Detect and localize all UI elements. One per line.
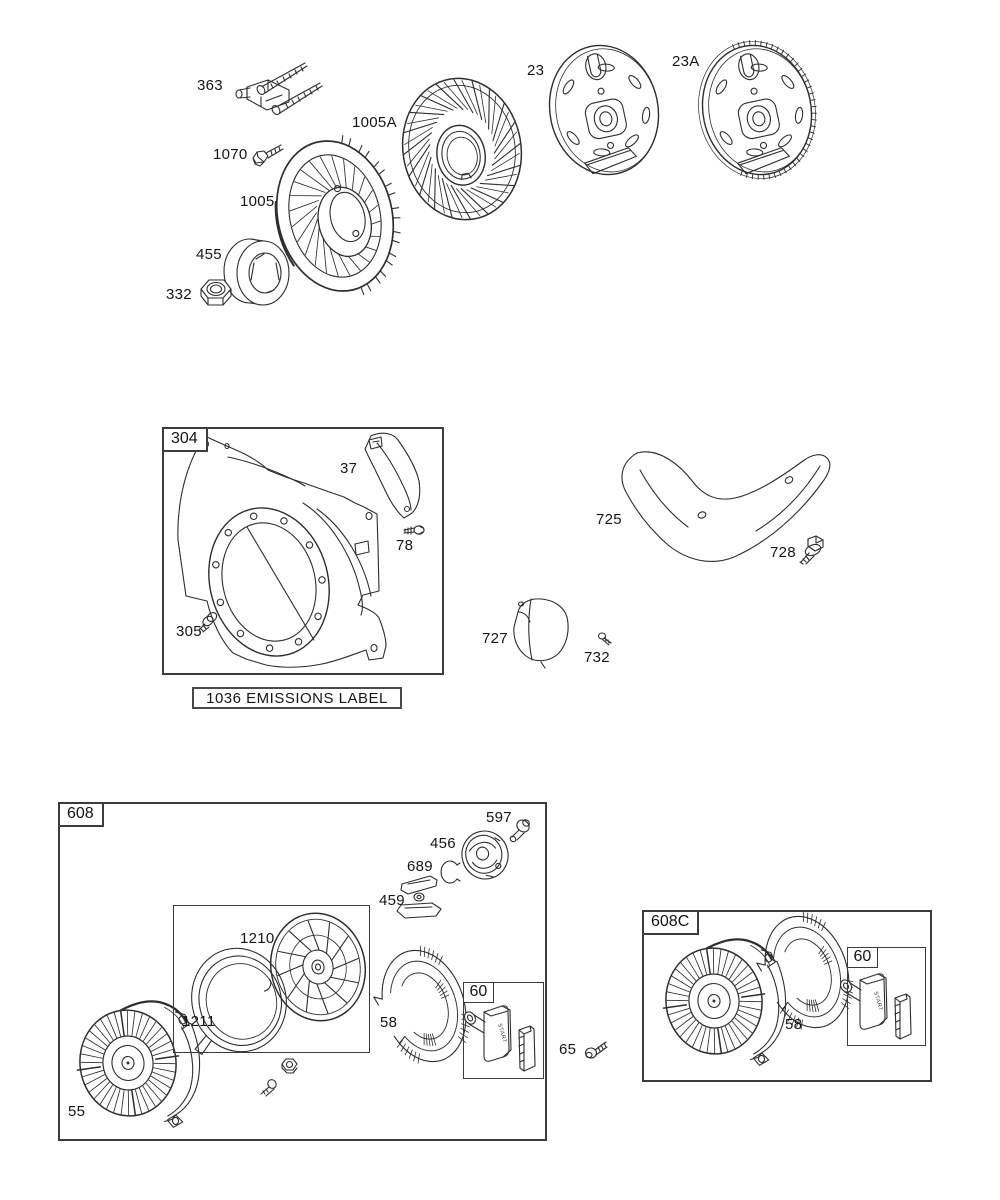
pulley-spring-sub-box (173, 905, 370, 1053)
part-363-bracket-screws (236, 63, 322, 116)
callout-37: 37 (340, 460, 358, 477)
callout-1070: 1070 (213, 146, 248, 163)
group-box-608-label: 608 (58, 802, 104, 827)
group-box-60a (463, 982, 544, 1079)
part-727-cover (514, 599, 568, 668)
emissions-label-box (192, 687, 402, 709)
callout-23A: 23A (672, 53, 700, 70)
callout-1005A: 1005A (352, 114, 397, 131)
part-1070-bolt (253, 145, 283, 166)
callout-58: 58 (380, 1014, 398, 1031)
callout-58c: 58 (785, 1016, 803, 1033)
part-23-flywheel (538, 35, 671, 185)
group-box-60c-label: 60 (847, 947, 879, 968)
part-455-starter-cup (224, 239, 289, 305)
callout-305: 305 (176, 623, 202, 640)
callout-727: 727 (482, 630, 508, 647)
part-728-bolt (800, 536, 823, 564)
callout-1211: 1211 (182, 1013, 216, 1030)
callout-1005: 1005 (240, 193, 275, 210)
callout-732: 732 (584, 649, 610, 666)
callout-728: 728 (770, 544, 796, 561)
callout-455: 455 (196, 246, 222, 263)
callout-459: 459 (379, 892, 405, 909)
part-725-guard (622, 452, 830, 562)
part-1005A-fan (392, 69, 533, 229)
callout-65: 65 (559, 1041, 577, 1058)
group-box-60a-label: 60 (463, 982, 495, 1003)
callout-1210: 1210 (240, 930, 275, 947)
part-65-screw (586, 1042, 608, 1058)
group-box-304-label: 304 (162, 427, 208, 452)
handle-start-text: START (496, 1022, 508, 1044)
group-box-60c (847, 947, 926, 1046)
callout-597: 597 (486, 809, 512, 826)
part-23A-flywheel-ring-gear (686, 29, 830, 190)
callout-23: 23 (527, 62, 545, 79)
callout-55: 55 (68, 1103, 86, 1120)
callout-456: 456 (430, 835, 456, 852)
callout-332: 332 (166, 286, 192, 303)
callout-689: 689 (407, 858, 433, 875)
part-332-nut (201, 280, 231, 305)
emissions-label-text: 1036 EMISSIONS LABEL (206, 689, 388, 707)
part-732-screw (599, 633, 612, 645)
callout-78: 78 (396, 537, 414, 554)
callout-725: 725 (596, 511, 622, 528)
group-box-608C-label: 608C (642, 910, 699, 935)
callout-363: 363 (197, 77, 223, 94)
